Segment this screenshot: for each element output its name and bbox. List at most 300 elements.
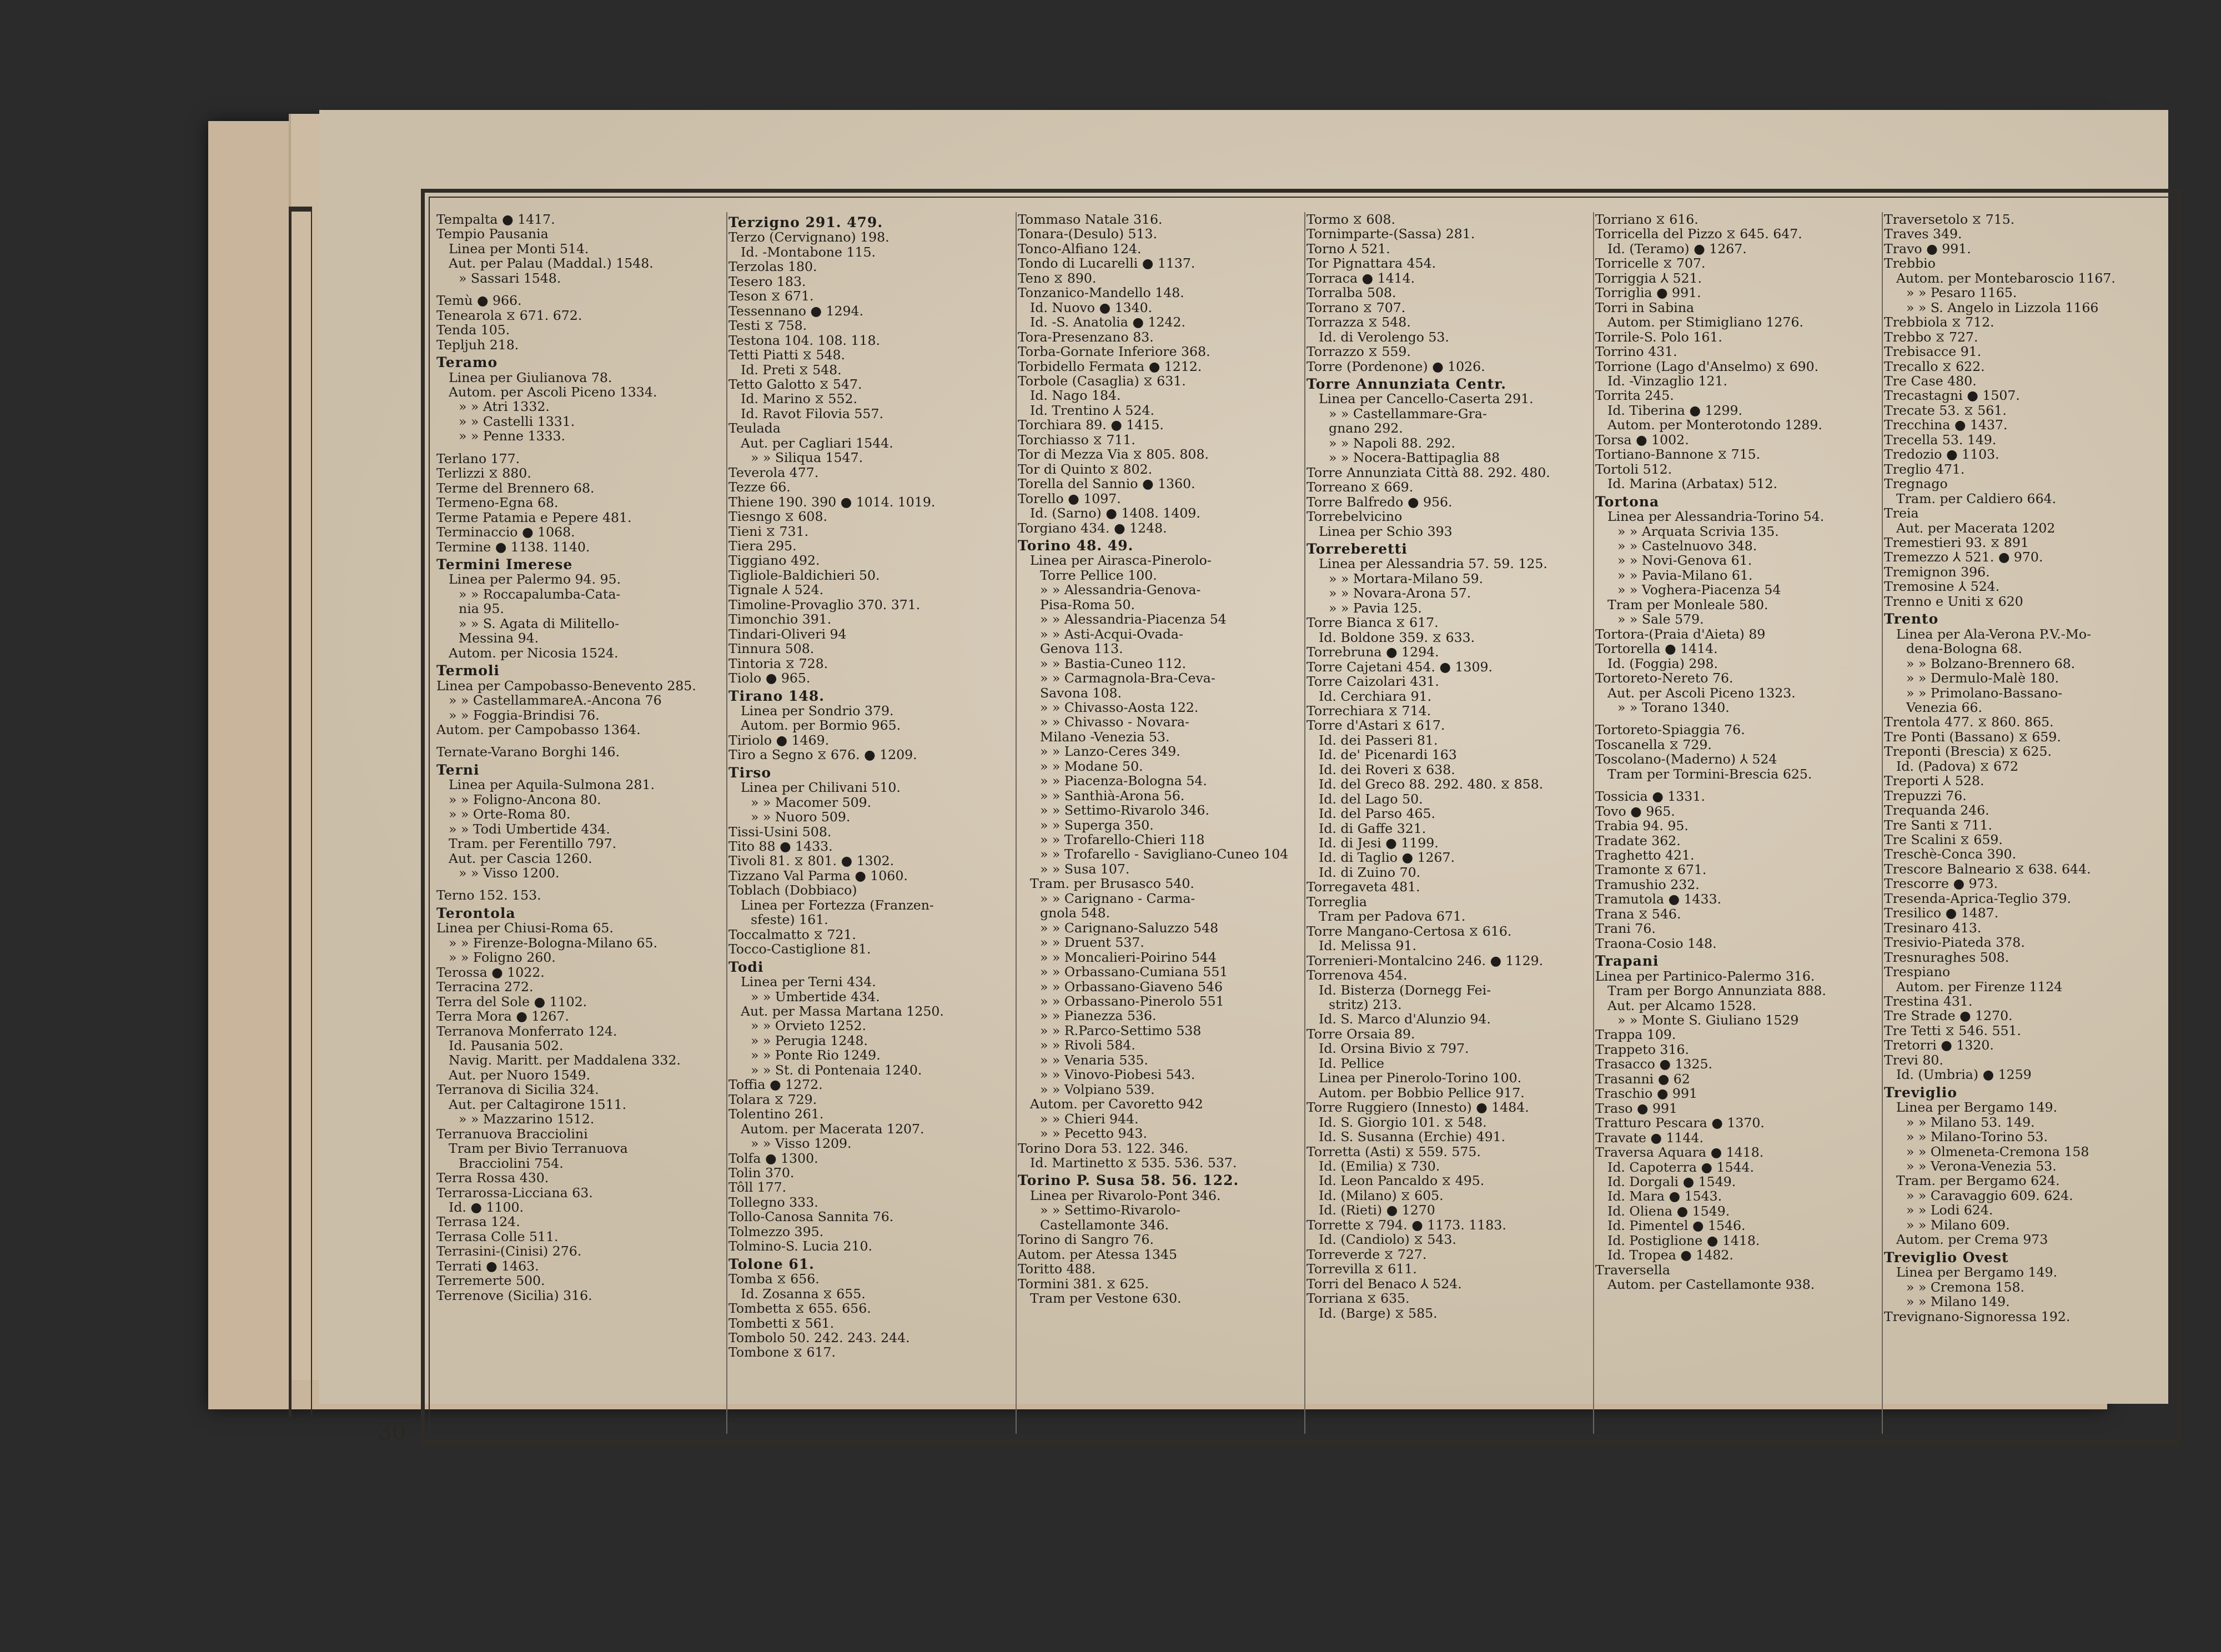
index-entry: Torino Dora 53. 122. 346. <box>1018 1140 1189 1156</box>
index-entry: Timonchio 391. <box>728 611 832 627</box>
index-entry: Torello ● 1097. <box>1018 490 1121 506</box>
index-entry: Torrile-S. Polo 161. <box>1595 329 1722 345</box>
index-entry: Torchiasso ⧖ 711. <box>1018 431 1135 448</box>
index-entry: Tezze 66. <box>728 479 791 495</box>
index-entry: » » Venaria 535. <box>1040 1052 1148 1068</box>
index-entry: Tram. per Bergamo 624. <box>1896 1173 2060 1189</box>
index-entry: Id. Martinetto ⧖ 535. 536. 537. <box>1030 1155 1237 1171</box>
index-entry: Id. Zosanna ⧖ 655. <box>741 1286 866 1302</box>
index-entry: Linea per Pinerolo-Torino 100. <box>1319 1070 1522 1086</box>
index-entry: Tigliole-Baldichieri 50. <box>728 567 880 583</box>
index-entry: Tonco-Alfiano 124. <box>1018 240 1142 257</box>
index-entry: Trebisacce 91. <box>1884 344 1982 360</box>
column-separator <box>1016 212 1017 1434</box>
index-entry: Torre d'Astari ⧖ 617. <box>1307 717 1445 734</box>
index-entry: Terme del Brennero 68. <box>436 480 595 496</box>
index-entry: Tor di Mezza Via ⧖ 805. 808. <box>1018 446 1209 463</box>
index-entry: Teverola 477. <box>728 464 819 480</box>
index-entry: » » Asti-Acqui-Ovada- <box>1040 626 1183 642</box>
index-entry: Tetto Galotto ⧖ 547. <box>728 376 862 392</box>
index-entry: Torricella del Pizzo ⧖ 645. 647. <box>1595 226 1802 242</box>
index-entry: Torrenova 454. <box>1307 967 1408 983</box>
index-entry: Terme Patamia e Pepere 481. <box>436 509 632 525</box>
column-separator <box>1882 212 1883 1434</box>
index-entry: Tenearola ⧖ 671. 672. <box>436 307 582 323</box>
place-heading: Termoli <box>436 662 500 679</box>
index-entry: Traschio ● 991 <box>1595 1086 1697 1102</box>
index-entry: Torriano ⧖ 616. <box>1595 212 1699 227</box>
column-separator <box>726 212 727 1434</box>
index-entry: Trecchina ● 1437. <box>1884 417 2008 433</box>
index-entry: Tignale ⅄ 524. <box>728 582 824 598</box>
index-entry: Id. Mara ● 1543. <box>1607 1188 1722 1204</box>
index-entry: Traversa Aquara ● 1418. <box>1595 1144 1764 1161</box>
index-entry: Torretta (Asti) ⧖ 559. 575. <box>1307 1143 1481 1159</box>
index-entry: » » Druent 537. <box>1040 935 1144 951</box>
index-entry: Tredozio ● 1103. <box>1884 446 1999 463</box>
index-entry: Teson ⧖ 671. <box>728 288 814 304</box>
index-entry: Ternate-Varano Borghi 146. <box>436 744 620 760</box>
index-entry: » » Mortara-Milano 59. <box>1329 570 1484 586</box>
place-heading: Tirso <box>728 764 772 781</box>
page-number: 30 <box>378 1419 406 1445</box>
index-entry: Id. Pimentel ● 1546. <box>1607 1218 1746 1234</box>
index-entry: Tre Santi ⧖ 711. <box>1884 817 1993 833</box>
index-entry: Id. Orsina Bivio ⧖ 797. <box>1319 1041 1469 1057</box>
index-entry: Tombetta ⧖ 655. 656. <box>728 1300 871 1317</box>
index-entry: Termeno-Egna 68. <box>436 495 559 511</box>
index-entry: Tresilico ● 1487. <box>1884 905 1999 921</box>
index-entry: Terranova di Sicilia 324. <box>436 1082 599 1098</box>
place-heading: Tolone 61. <box>728 1256 815 1272</box>
index-entry: » » Castelli 1331. <box>459 413 575 429</box>
index-entry: » » Napoli 88. 292. <box>1329 435 1456 451</box>
index-entry: Torrette ⧖ 794. ● 1173. 1183. <box>1307 1217 1506 1233</box>
index-entry: Tollegno 333. <box>728 1194 818 1210</box>
index-entry: Tieni ⧖ 731. <box>728 523 809 539</box>
index-entry: Torriana ⧖ 635. <box>1307 1291 1410 1307</box>
index-entry: Id. (Barge) ⧖ 585. <box>1319 1305 1438 1321</box>
index-entry: Treschè-Conca 390. <box>1884 846 2017 862</box>
place-heading: Terni <box>436 761 480 778</box>
index-entry: Terlano 177. <box>436 450 520 466</box>
index-entry: Terra Rossa 430. <box>436 1170 549 1186</box>
index-entry: Id. (Padova) ⧖ 672 <box>1896 758 2019 774</box>
index-entry: Torre (Pordenone) ● 1026. <box>1307 358 1485 374</box>
index-entry: » » Settimo-Rivarolo- <box>1040 1202 1180 1218</box>
index-entry: » » Trofarello-Chieri 118 <box>1040 832 1205 848</box>
index-entry: Torrenieri-Montalcino 246. ● 1129. <box>1307 952 1544 968</box>
index-entry: Terra Mora ● 1267. <box>436 1008 569 1025</box>
index-entry: » » Chivasso - Novara- <box>1040 714 1190 730</box>
index-entry: » » Pavia 125. <box>1329 600 1422 616</box>
index-entry: » » Visso 1209. <box>751 1136 852 1152</box>
index-entry: Travo ● 991. <box>1884 240 1971 257</box>
index-entry: Trescore Balneario ⧖ 638. 644. <box>1884 861 2091 877</box>
index-entry: » » St. di Pontenaia 1240. <box>751 1062 922 1078</box>
index-entry: Id. Tiberina ● 1299. <box>1607 402 1742 418</box>
index-entry: Timoline-Provaglio 370. 371. <box>728 596 921 612</box>
index-entry: Pisa-Roma 50. <box>1040 596 1135 612</box>
index-entry: » » Macomer 509. <box>751 794 872 810</box>
index-entry: Testona 104. 108. 118. <box>728 332 881 348</box>
index-entry: Id. Capoterra ● 1544. <box>1607 1159 1755 1175</box>
index-entry: Id. di Jesi ● 1199. <box>1319 835 1439 851</box>
place-heading: Torino P. Susa 58. 56. 122. <box>1018 1172 1239 1189</box>
index-entry: Tizzano Val Parma ● 1060. <box>728 867 908 883</box>
index-entry: » » Nocera-Battipaglia 88 <box>1329 450 1500 466</box>
index-entry: » » Settimo-Rivarolo 346. <box>1040 802 1210 819</box>
index-entry: Id. (Foggia) 298. <box>1607 655 1718 671</box>
index-entry: Tre Strade ● 1270. <box>1884 1008 2013 1024</box>
index-columns <box>436 212 2169 1434</box>
index-entry: » » CastellammareA.-Ancona 76 <box>449 692 662 709</box>
index-entry: Trappa 109. <box>1595 1027 1676 1043</box>
index-entry: Id. Trentino ⅄ 524. <box>1030 402 1154 418</box>
index-entry: » » Trofarello - Savigliano-Cuneo 104 <box>1040 846 1289 862</box>
index-entry: Torrano ⧖ 707. <box>1307 299 1406 315</box>
index-entry: » » Lodi 624. <box>1906 1202 1993 1218</box>
index-entry: Torraca ● 1414. <box>1307 270 1415 286</box>
index-entry: Autom. per Nicosia 1524. <box>449 645 619 661</box>
place-heading: Tortona <box>1595 493 1660 510</box>
index-entry: Tollo-Canosa Sannita 76. <box>728 1209 894 1225</box>
index-entry: gnola 548. <box>1040 905 1110 921</box>
spacer <box>436 444 717 451</box>
index-entry: Traves 349. <box>1884 226 1962 242</box>
index-entry: Tortoreto-Nereto 76. <box>1595 670 1733 686</box>
index-entry: » » R.Parco-Settimo 538 <box>1040 1022 1202 1038</box>
left-margin-rule <box>289 207 312 1417</box>
index-entry: Id. di Zuino 70. <box>1319 864 1421 880</box>
index-entry: Thiene 190. 390 ● 1014. 1019. <box>728 494 936 510</box>
index-entry: Tindari-Oliveri 94 <box>728 626 847 642</box>
index-entry: » » Bastia-Cuneo 112. <box>1040 655 1187 671</box>
index-column <box>1018 212 1298 1434</box>
index-entry: Tramutola ● 1433. <box>1595 891 1722 907</box>
index-entry: Torre Orsaia 89. <box>1307 1026 1415 1042</box>
index-entry: Tortorella ● 1414. <box>1595 641 1718 657</box>
index-entry: Id. Tropea ● 1482. <box>1607 1247 1733 1263</box>
index-entry: Torre Mangano-Certosa ⧖ 616. <box>1307 923 1512 939</box>
index-entry: Tre Tetti ⧖ 546. 551. <box>1884 1022 2021 1038</box>
index-entry: Id. Marino ⧖ 552. <box>741 391 857 407</box>
index-entry: Autom. per Monterotondo 1289. <box>1607 417 1822 433</box>
index-entry: Tiro a Segno ⧖ 676. ● 1209. <box>728 747 917 763</box>
index-entry: » » Foligno 260. <box>449 950 556 966</box>
index-entry: Tonara-(Desulo) 513. <box>1018 226 1158 242</box>
index-entry: » » Lanzo-Ceres 349. <box>1040 744 1180 760</box>
place-heading: Termini Imerese <box>436 556 573 573</box>
column-separator <box>1304 212 1305 1434</box>
index-entry: Tramonte ⧖ 671. <box>1595 862 1707 878</box>
index-entry: Id. dei Roveri ⧖ 638. <box>1319 761 1455 777</box>
index-entry: Autom. per Montebaroscio 1167. <box>1896 270 2116 286</box>
index-entry: Toritto 488. <box>1018 1261 1096 1277</box>
index-entry: Traversetolo ⧖ 715. <box>1884 212 2015 227</box>
index-entry: Tempio Pausania <box>436 226 549 242</box>
place-heading: Trento <box>1884 611 1939 627</box>
index-entry: Terrasa 124. <box>436 1214 520 1230</box>
index-entry: Id. (Candiolo) ⧖ 543. <box>1319 1232 1456 1248</box>
index-entry: Tre Ponti (Bassano) ⧖ 659. <box>1884 729 2061 745</box>
index-entry: Aut. per Nuoro 1549. <box>449 1067 591 1083</box>
index-entry: » » Mazzarino 1512. <box>459 1111 595 1127</box>
index-entry: Torno ⅄ 521. <box>1307 240 1390 257</box>
index-column <box>728 212 1009 1434</box>
index-entry: Tempalta ● 1417. <box>436 212 555 227</box>
index-entry: Messina 94. <box>459 630 539 646</box>
index-entry: Torriglia ● 991. <box>1595 285 1701 301</box>
index-entry: Tetti Piatti ⧖ 548. <box>728 347 845 363</box>
index-entry: Id. Melissa 91. <box>1319 938 1416 954</box>
spacer <box>1595 781 1876 789</box>
index-entry: » » Novi-Genova 61. <box>1617 553 1752 569</box>
place-heading: Terzigno 291. 479. <box>728 214 883 230</box>
index-entry: Tolara ⧖ 729. <box>728 1091 817 1107</box>
index-entry: » » Arquata Scrivia 135. <box>1617 523 1779 539</box>
place-heading: Todi <box>728 958 764 975</box>
index-entry: Terzolas 180. <box>728 259 817 275</box>
bottom-rule <box>421 1443 2181 1446</box>
index-entry: Aut. per Palau (Maddal.) 1548. <box>449 255 654 272</box>
index-entry: » » Firenze-Bologna-Milano 65. <box>449 935 657 951</box>
index-entry: Autom. per Crema 973 <box>1896 1232 2048 1248</box>
index-entry: Linea per Bergamo 149. <box>1896 1099 2058 1116</box>
index-entry: Trappeto 316. <box>1595 1041 1689 1057</box>
index-entry: Autom. per Cavoretto 942 <box>1030 1096 1203 1112</box>
index-entry: Tresenda-Aprica-Teglio 379. <box>1884 890 2072 906</box>
index-entry: Termine ● 1138. 1140. <box>436 539 590 555</box>
index-entry: Terranova Monferrato 124. <box>436 1023 617 1039</box>
index-entry: Terno 152. 153. <box>436 887 541 903</box>
spacer <box>436 737 717 745</box>
index-entry: Tram. per Ferentillo 797. <box>449 836 617 852</box>
index-entry: Tresivio-Piateda 378. <box>1884 935 2025 951</box>
index-entry: Aut. per Cagliari 1544. <box>741 435 893 451</box>
index-entry: » » Orbassano-Cumiana 551 <box>1040 964 1228 980</box>
index-entry: Id. ● 1100. <box>449 1199 524 1215</box>
index-entry: » » Pavia-Milano 61. <box>1617 567 1753 583</box>
index-entry: Torella del Sannio ● 1360. <box>1018 476 1195 492</box>
index-entry: Tolin 370. <box>728 1165 795 1181</box>
index-column <box>436 212 717 1434</box>
index-entry: Toscanella ⧖ 729. <box>1595 736 1712 752</box>
index-entry: Id. del Parso 465. <box>1319 806 1436 822</box>
index-entry: Linea per Chilivani 510. <box>741 780 901 796</box>
index-entry: Torrevilla ⧖ 611. <box>1307 1261 1417 1277</box>
index-entry: Id. (Umbria) ● 1259 <box>1896 1067 2032 1083</box>
index-entry: Linea per Airasca-Pinerolo- <box>1030 553 1212 569</box>
index-entry: » » Carmagnola-Bra-Ceva- <box>1040 670 1215 686</box>
index-entry: Id. Pausania 502. <box>449 1038 564 1054</box>
index-entry: Trevignano-Signoressa 192. <box>1884 1308 2071 1324</box>
index-entry: Trespiano <box>1884 964 1951 980</box>
index-entry: Id. de' Picenardi 163 <box>1319 747 1457 763</box>
index-entry: Terrati ● 1463. <box>436 1258 539 1274</box>
place-heading: Tirano 148. <box>728 687 825 704</box>
index-entry: Id. -S. Anatolia ● 1242. <box>1030 314 1185 330</box>
index-entry: » » S. Angelo in Lizzola 1166 <box>1906 299 2099 315</box>
index-entry: Tresnuraghes 508. <box>1884 949 2009 965</box>
column-separator <box>1593 212 1594 1434</box>
index-entry: Torbole (Casaglia) ⧖ 631. <box>1018 373 1186 389</box>
index-entry: » » Alessandria-Piacenza 54 <box>1040 611 1227 627</box>
index-entry: Tenda 105. <box>436 322 510 338</box>
index-entry: » » Carignano - Carma- <box>1040 890 1195 906</box>
index-entry: Tito 88 ● 1433. <box>728 838 833 855</box>
index-entry: Tremestieri 93. ⧖ 891 <box>1884 534 2029 550</box>
index-entry: Linea per Monti 514. <box>449 240 589 257</box>
index-entry: Terlizzi ⧖ 880. <box>436 465 531 481</box>
place-heading: Treviglio <box>1884 1084 1958 1101</box>
index-entry: Id. (Teramo) ● 1267. <box>1607 240 1747 257</box>
index-entry: Torre Caizolari 431. <box>1307 674 1439 690</box>
index-entry: Tram. per Caldiero 664. <box>1896 490 2057 506</box>
index-entry: Torre Bianca ⧖ 617. <box>1307 615 1439 631</box>
index-entry: Terranuova Bracciolini <box>436 1126 588 1142</box>
index-entry: Id. (Sarno) ● 1408. 1409. <box>1030 505 1200 521</box>
index-entry: » » Sale 579. <box>1617 611 1704 627</box>
index-entry: Linea per Fortezza (Franzen- <box>741 897 934 913</box>
index-entry: Tram per Padova 671. <box>1319 908 1466 925</box>
index-entry: » » Milano 53. 149. <box>1906 1114 2035 1130</box>
index-entry: Tortoreto-Spiaggia 76. <box>1595 722 1745 738</box>
index-entry: Linea per Palermo 94. 95. <box>449 571 621 588</box>
index-entry: Tommaso Natale 316. <box>1018 212 1163 227</box>
index-entry: Torregaveta 481. <box>1307 879 1420 895</box>
index-entry: Teno ⧖ 890. <box>1018 270 1097 286</box>
index-entry: Tremignon 396. <box>1884 564 1990 580</box>
index-entry: Trasanni ● 62 <box>1595 1071 1690 1087</box>
index-entry: Linea per Alessandria 57. 59. 125. <box>1319 556 1547 572</box>
index-entry: Torre Ruggiero (Innesto) ● 1484. <box>1307 1099 1529 1116</box>
index-entry: Autom. per Stimigliano 1276. <box>1607 314 1803 330</box>
index-entry: Tôll 177. <box>728 1179 787 1196</box>
index-entry: Tretorri ● 1320. <box>1884 1037 1994 1053</box>
place-heading: Torreberetti <box>1307 540 1408 557</box>
spacer <box>1595 715 1876 722</box>
index-entry: Torrechiara ⧖ 714. <box>1307 702 1431 719</box>
index-entry: Id. Boldone 359. ⧖ 633. <box>1319 629 1475 645</box>
index-entry: Tresinaro 413. <box>1884 920 1982 936</box>
index-entry: Navig. Maritt. per Maddalena 332. <box>449 1052 681 1068</box>
index-entry: » » Moncalieri-Poirino 544 <box>1040 949 1217 965</box>
index-entry: Terremerte 500. <box>436 1273 545 1289</box>
index-entry: Toscolano-(Maderno) ⅄ 524 <box>1595 751 1777 767</box>
index-entry: Tram per Borgo Annunziata 888. <box>1607 983 1826 999</box>
index-entry: Travate ● 1144. <box>1595 1129 1704 1146</box>
index-entry: Tossicia ● 1331. <box>1595 789 1705 805</box>
index-entry: Aut. per Caltagirone 1511. <box>449 1096 627 1112</box>
index-entry: Teulada <box>728 420 781 436</box>
index-entry: Tre Scalini ⧖ 659. <box>1884 832 2003 848</box>
index-entry: Id. Marina (Arbatax) 512. <box>1607 476 1778 492</box>
index-entry: Trecate 53. ⧖ 561. <box>1884 402 2007 418</box>
index-entry: Treporti ⅄ 528. <box>1884 773 1984 789</box>
index-entry: Savona 108. <box>1040 685 1122 701</box>
index-entry: Torreano ⧖ 669. <box>1307 479 1414 495</box>
index-entry: Tolmino-S. Lucia 210. <box>728 1238 872 1254</box>
index-entry: Aut. per Alcamo 1528. <box>1607 997 1757 1013</box>
index-entry: Trenno e Uniti ⧖ 620 <box>1884 593 2023 609</box>
index-entry: » » Primolano-Bassano- <box>1906 685 2063 701</box>
index-entry: Id. Bisterza (Dornegg Fei- <box>1319 982 1491 998</box>
index-entry: Tiriolo ● 1469. <box>728 732 830 748</box>
left-margin-rule-cap <box>289 207 312 212</box>
index-entry: » » Foligno-Ancona 80. <box>449 791 601 807</box>
index-entry: Torralba 508. <box>1307 285 1396 301</box>
index-entry: Trecella 53. 149. <box>1884 431 1997 448</box>
index-entry: Tiesngo ⧖ 608. <box>728 509 827 525</box>
index-entry: Id. Dorgali ● 1549. <box>1607 1174 1736 1189</box>
index-entry: Id. di Gaffe 321. <box>1319 820 1426 836</box>
index-entry: Tombolo 50. 242. 243. 244. <box>728 1329 910 1345</box>
index-entry: Torrita 245. <box>1595 388 1674 404</box>
index-entry: Toffia ● 1272. <box>728 1077 823 1093</box>
place-heading: Trapani <box>1595 953 1659 970</box>
index-entry: Trepuzzi 76. <box>1884 787 1967 804</box>
index-entry: Tomba ⧖ 656. <box>728 1271 820 1287</box>
index-entry: Bracciolini 754. <box>459 1155 564 1171</box>
index-entry: Tram. per Brusasco 540. <box>1030 876 1194 892</box>
index-entry: » » Pecetto 943. <box>1040 1126 1148 1142</box>
index-entry: Torreverde ⧖ 727. <box>1307 1246 1427 1262</box>
index-entry: Id. -Vinzaglio 121. <box>1607 373 1727 389</box>
index-entry: stritz) 213. <box>1329 997 1402 1013</box>
index-entry: Id. Oliena ● 1549. <box>1607 1203 1730 1219</box>
index-entry: Trebbio <box>1884 255 1936 272</box>
index-entry: Terra del Sole ● 1102. <box>436 993 587 1010</box>
index-entry: Linea per Cancello-Caserta 291. <box>1319 391 1534 407</box>
index-entry: Torreglia <box>1307 893 1367 910</box>
index-entry: Linea per Bergamo 149. <box>1896 1264 2058 1281</box>
index-entry: » » Susa 107. <box>1040 861 1130 877</box>
place-heading: Torre Annunziata Centr. <box>1307 375 1506 392</box>
index-entry: » » Superga 350. <box>1040 817 1154 833</box>
index-entry: Aut. per Ascoli Piceno 1323. <box>1607 685 1796 701</box>
index-entry: Tonzanico-Mandello 148. <box>1018 285 1184 301</box>
index-entry: Autom. per Campobasso 1364. <box>436 721 641 737</box>
index-entry: Id. Cerchiara 91. <box>1319 688 1432 704</box>
index-entry: Id. Pellice <box>1319 1055 1385 1071</box>
index-entry: Tram per Vestone 630. <box>1030 1291 1182 1307</box>
index-entry: » » Novara-Arona 57. <box>1329 585 1471 601</box>
index-entry: Genova 113. <box>1040 641 1123 657</box>
index-entry: Treponti (Brescia) ⧖ 625. <box>1884 744 2052 760</box>
index-entry: Terzo (Cervignano) 198. <box>728 229 890 245</box>
index-entry: Aut. per Massa Martana 1250. <box>741 1003 944 1020</box>
index-entry: Tormo ⧖ 608. <box>1307 212 1396 227</box>
index-entry: » » Castellammare-Gra- <box>1329 405 1487 421</box>
index-entry: » » Nuoro 509. <box>751 809 851 825</box>
index-entry: Trequanda 246. <box>1884 802 1989 819</box>
index-entry: Treia <box>1884 505 1919 521</box>
index-entry: » » Ponte Rio 1249. <box>751 1047 881 1063</box>
index-entry: Trestina 431. <box>1884 993 1973 1010</box>
index-entry: Torgiano 434. ● 1248. <box>1018 520 1167 536</box>
index-entry: Tor Pignattara 454. <box>1307 255 1436 272</box>
index-entry: Torrebruna ● 1294. <box>1307 644 1439 660</box>
index-entry: dena-Bologna 68. <box>1906 641 2022 657</box>
index-entry: Id. Preti ⧖ 548. <box>741 361 842 378</box>
index-entry: Terrenove (Sicilia) 316. <box>436 1287 592 1303</box>
index-entry: Torriggia ⅄ 521. <box>1595 270 1702 286</box>
index-entry: Aut. per Macerata 1202 <box>1896 520 2056 536</box>
index-entry: » » Carignano-Saluzzo 548 <box>1040 920 1219 936</box>
index-entry: Linea per Sondrio 379. <box>741 702 894 719</box>
index-entry: Autom. per Bobbio Pellice 917. <box>1319 1084 1525 1101</box>
